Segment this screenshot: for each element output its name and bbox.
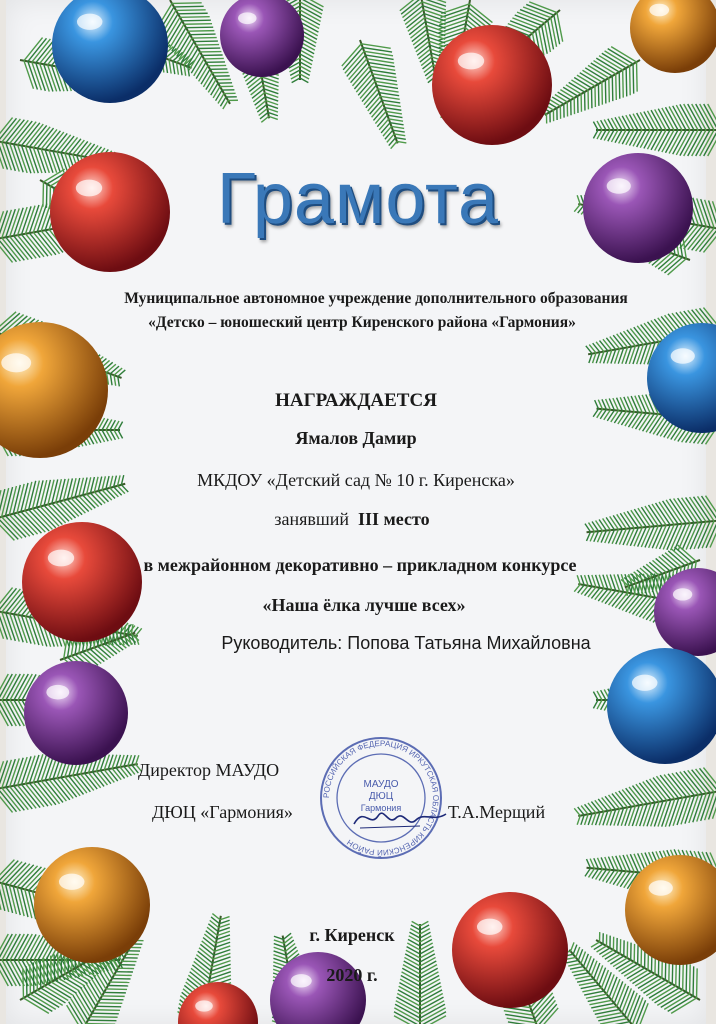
director-line-1: Директор МАУДО — [138, 760, 280, 780]
ornament-ball — [24, 661, 128, 765]
ornament-ball — [432, 25, 552, 145]
ornament-highlight — [195, 1000, 213, 1011]
ornament-highlight — [649, 880, 673, 895]
ornament-highlight — [59, 874, 85, 890]
stamp-center-2: ДЮЦ — [368, 791, 394, 802]
ornament-ball — [607, 648, 716, 764]
pine-branch — [593, 104, 716, 156]
certificate-title: Грамота — [216, 159, 500, 239]
ornament-ball — [630, 0, 716, 73]
ornament-highlight — [458, 53, 484, 70]
pine-branch — [336, 31, 423, 155]
place-value: III место — [358, 509, 430, 529]
leader-line: Руководитель: Попова Татьяна Михайловна — [221, 633, 591, 653]
place-prefix: занявший — [274, 509, 350, 529]
ornament-highlight — [649, 4, 669, 17]
institution-line-1: Муниципальное автономное учреждение дополнительного образования — [124, 290, 628, 307]
handwritten-signature — [350, 798, 450, 838]
director-line-2: ДЮЦ «Гармония» — [152, 802, 293, 822]
recipient-name: Ямалов Дамир — [295, 428, 417, 448]
ornament-ball — [220, 0, 304, 77]
ornament-ball — [270, 952, 366, 1024]
pine-branch — [571, 764, 716, 842]
awarded-heading: НАГРАЖДАЕТСЯ — [275, 390, 437, 411]
stamp-center-1: МАУДО — [363, 779, 399, 790]
ornament-highlight — [46, 685, 69, 700]
contest-description: в межрайонном декоративно – прикладном конкурсе — [143, 555, 577, 575]
institution-line-2: «Детско – юношеский центр Киренского района «Гармония» — [148, 314, 576, 331]
city: г. Киренск — [309, 925, 395, 945]
ornament-ball — [178, 982, 258, 1024]
ornament-highlight — [238, 12, 256, 24]
place-line — [0, 509, 710, 530]
stamp-center-3: Гармония — [360, 803, 402, 813]
year: 2020 г. — [326, 965, 378, 985]
contest-name: «Наша ёлка лучше всех» — [262, 595, 466, 615]
ornament-ball — [452, 892, 568, 1008]
ornament-highlight — [632, 675, 658, 691]
ornament-highlight — [77, 14, 103, 30]
ornament-highlight — [671, 348, 695, 363]
ornament-highlight — [1, 353, 31, 372]
ornament-ball — [22, 522, 142, 642]
signer-name: Т.А.Мерщий — [448, 802, 546, 822]
recipient-organization: МКДОУ «Детский сад № 10 г. Киренска» — [197, 470, 515, 490]
stamp-ring-text: РОССИЙСКАЯ ФЕДЕРАЦИЯ ИРКУТСКАЯ ОБЛАСТЬ КИРЕНСКИЙ РАЙОН — [321, 738, 441, 858]
